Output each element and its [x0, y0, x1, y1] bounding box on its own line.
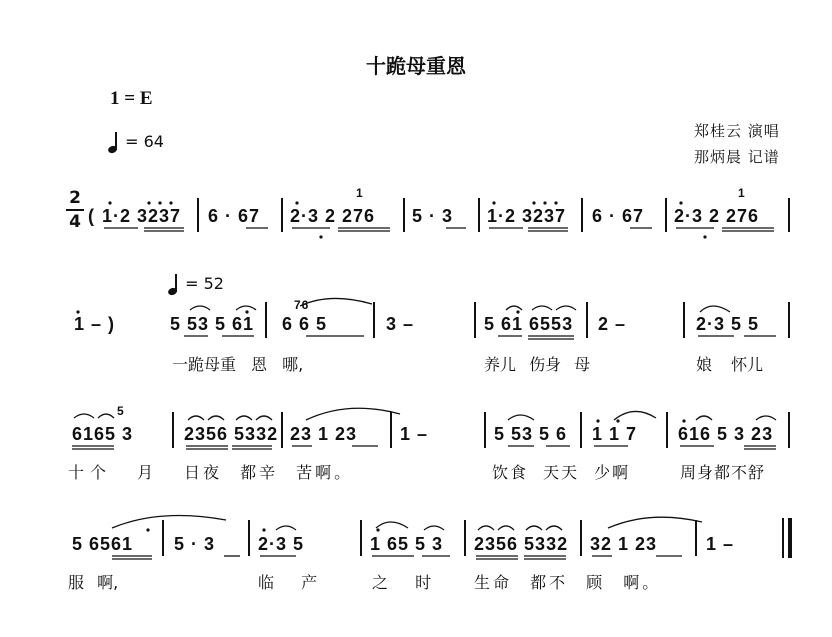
s1-grace-1: 1 [356, 186, 364, 200]
s2-grace: 76 [294, 298, 310, 312]
credit-singer: 郑桂云 演唱 [694, 122, 780, 140]
s2-measure-5: 5 61 6553 [484, 314, 574, 334]
s4-measure-3: 2·3 5 [258, 534, 305, 554]
s3-measure-6: 1 1 7 [592, 424, 638, 444]
octave-dots [76, 201, 706, 531]
s1-measure-4: 5 · 3 [412, 206, 454, 226]
s1-measure-7: 2·3 2 276 [674, 206, 760, 226]
s2-measure-7: 2·3 5 5 [696, 314, 760, 334]
s1-measure-6: 6 · 67 [592, 206, 645, 226]
s3-grace: 5 [117, 404, 125, 418]
s2-measure-4: 3 – [386, 314, 415, 334]
s4-measure-6: 32 1 23 [590, 534, 658, 554]
s4-lyric-3: 之 时 [372, 573, 432, 592]
s3-lyric-3: 饮食 天天 少啊 [492, 463, 631, 482]
s1-measure-1: 1·2 3237 [102, 206, 182, 226]
s3-measure-5: 5 53 5 6 [494, 424, 568, 444]
s4-lyric-4: 生命 都不 顾 啊。 [474, 573, 662, 592]
s1-measure-5: 1·2 3237 [487, 206, 567, 226]
s2-lyric-3: 娘 怀儿 [696, 355, 764, 374]
time-signature-bottom: 4 [69, 211, 81, 232]
s2-measure-6: 2 – [598, 314, 627, 334]
s4-lyric-2: 临 产 [258, 573, 318, 592]
s2-lyric-2: 养儿 伤身 母 [484, 355, 591, 374]
tempo-value-2: = 52 [185, 274, 224, 293]
s3-lyric-1: 十个 月 [68, 463, 160, 482]
s3-measure-4: 1 – [400, 424, 429, 444]
underlines [72, 228, 776, 559]
s1-measure-2: 6 · 67 [208, 206, 261, 226]
credit-transcriber: 那炳晨 记谱 [694, 148, 780, 166]
s3-lyric-4: 周身都不舒 [680, 463, 766, 482]
s3-lyric-2: 日夜 都辛 苦啊。 [184, 463, 354, 482]
s3-measure-1: 6165 3 [72, 424, 134, 444]
s4-measure-2: 5 · 3 [174, 534, 216, 554]
s4-lyric-1: 服 啊, [68, 573, 119, 592]
s2-measure-1: 1 – ) [74, 314, 116, 334]
s3-measure-2: 2356 5332 [184, 424, 279, 444]
s2-measure-3: 6 6 5 [282, 314, 328, 334]
slurs [74, 298, 776, 530]
time-signature-top: 2 [69, 188, 81, 208]
s1-measure-3: 2·3 2 276 [290, 206, 376, 226]
s2-measure-2: 5 53 5 61 [170, 314, 255, 334]
s3-measure-3: 23 1 23 [290, 424, 358, 444]
s4-measure-1: 5 6561 [72, 534, 134, 554]
s4-measure-4: 1 65 5 3 [370, 534, 444, 554]
s1-grace-2: 1 [738, 186, 746, 200]
key-signature: 1 = E [110, 88, 153, 109]
s4-measure-7: 1 – [706, 534, 735, 554]
opening-paren: ( [88, 206, 95, 226]
song-title: 十跪母重恩 [366, 54, 466, 78]
s2-lyric-1: 一跪母重 恩 哪, [172, 355, 304, 374]
s3-measure-7: 616 5 3 23 [678, 424, 774, 444]
tempo-value-1: = 64 [125, 132, 164, 151]
s4-measure-5: 2356 5332 [474, 534, 569, 554]
